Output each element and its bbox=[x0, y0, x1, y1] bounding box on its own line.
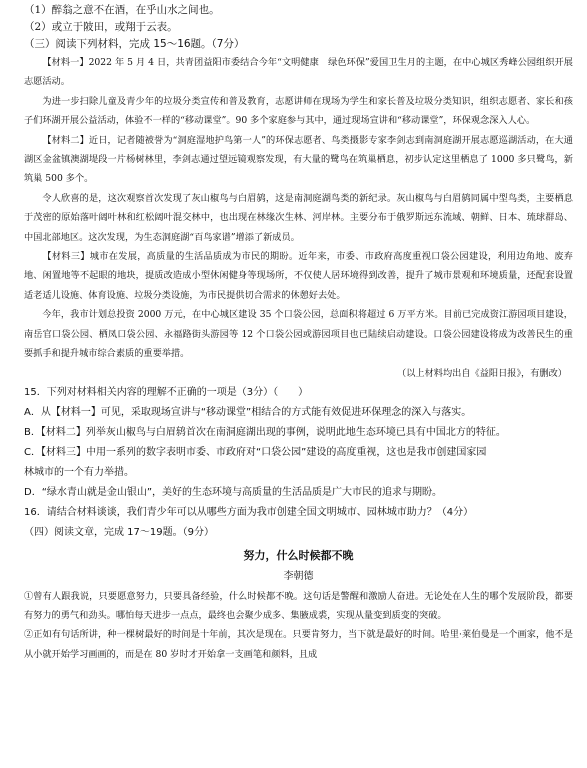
question-16: 16．请结合材料谈谈，我们青少年可以从哪些方面为我市创建全国文明城市、园林城市助力？（4分） bbox=[24, 506, 474, 518]
option-b: B．【材料二】列举灰山椒鸟与白眉鸫首次在南洞庭湖出现的事例，说明此地生态环境已具有中国北方的特征。 bbox=[24, 426, 506, 438]
material-1-cont: 为进一步扫除儿童及青少年的垃圾分类宣传和普及教育，志愿讲师在现场为学生和家长普及垃圾分类知识，组织志愿者、家长和孩子们环湖开展公益活动，体验不一样的“移动课堂”。90 多个家庭参与其中，通过现场宣讲和“移动课堂”，环保观念深入人心。 bbox=[24, 95, 573, 127]
option-c-cont: 林城市的一个有力举措。 bbox=[24, 466, 134, 478]
section-4-heading: （四）阅读文章，完成 17～19题。（9分） bbox=[24, 526, 214, 538]
question-15: 15．下列对材料相关内容的理解不正确的一项是（3分）（ ） bbox=[24, 386, 309, 398]
questions-block bbox=[24, 383, 573, 543]
material-1: 【材料一】2022 年 5 月 4 日，共青团益阳市委结合今年“文明健康 绿色环保”爱国卫生月的主题，在中心城区秀峰公园组织开展志愿活动。 bbox=[24, 57, 573, 88]
article-paragraph-1: ①曾有人跟我说，只要愿意努力，只要具备经验，什么时候都不晚。这句话是警醒和激励人奋进。无论处在人生的哪个发展阶段，都要有努力的勇气和劲头。哪怕每天进步一点点，最终也会聚少成多、集腋成裘，实现从量变到质变的突破。 bbox=[24, 590, 573, 621]
article-paragraph-2: ②正如有句话所讲，种一棵树最好的时间是十年前，其次是现在。只要肯努力，当下就是最好的时间。哈里·莱伯曼是一个画家，他不是从小就开始学习画画的，而是在 80 岁时才开始拿一支画笔和颜料，且成 bbox=[24, 629, 573, 660]
article-block bbox=[24, 545, 573, 665]
answer-line-1: （1）醉翁之意不在酒，在乎山水之间也。 bbox=[24, 4, 220, 16]
article-title: 努力，什么时候都不晚 bbox=[243, 548, 354, 562]
option-a: A．从【材料一】可见，采取现场宣讲与“移动课堂”相结合的方式能有效促进环保理念的深入与落实。 bbox=[24, 406, 472, 418]
material-2: 【材料二】近日，记者随被誉为“洞庭湿地护鸟第一人”的环保志愿者、鸟类摄影专家李剑志到南洞庭湖开展志愿巡湖活动，在大通湖区金盆镇澳湖堤段一片杨树林里，李剑志通过望远镜观察发现，有大量的鹭鸟在筑巢栖息，初步认定这里栖息了 1000 多只鹭鸟，新筑巢 500 多个。 bbox=[24, 134, 573, 185]
materials-block bbox=[24, 53, 573, 364]
source-note: （以上材料均出自《益阳日报》，有删改） bbox=[397, 367, 567, 379]
material-3: 【材料三】城市在发展，高质量的生活品质成为市民的期盼。近年来，市委、市政府高度重视口袋公园建设，利用边角地、废弃地、闲置地等不起眼的地块，提质改造成小型休闲健身等现场所，不仅使人居环境得到改善，提升了城市景观和环境质量，还配套设置适老适儿设施、体育设施、垃圾分类设施，为市民提供切合需求的休憩好去处。 bbox=[24, 251, 573, 301]
answer-line-2: （2）或立于陂田，或翔于云表。 bbox=[24, 21, 178, 33]
article-author: 李朝德 bbox=[283, 570, 314, 582]
option-d: D．“绿水青山就是金山银山”，美好的生态环境与高质量的生活品质是广大市民的追求与期盼。 bbox=[24, 486, 443, 498]
material-2-cont: 令人欣喜的是，这次观察首次发现了灰山椒鸟与白眉鸫，这是南洞庭湖鸟类的新纪录。灰山椒鸟与白眉鸫同属中型鸟类，主要栖息于茂密的原始落叶阔叶林和红松阔叶混交林中，也出现在林缘次生林、河岸林。主要分布于俄罗斯远东流域、朝鲜、日本、琉球群岛、中国北部地区。这次发现，为生态洞庭湖“百鸟家谱”增添了新成员。 bbox=[24, 192, 573, 243]
option-c: C．【材料三】中用一系列的数字表明市委、市政府对“口袋公园”建设的高度重视，这也是我市创建国家园 bbox=[24, 446, 487, 458]
material-3-cont: 今年，我市计划总投资 2000 万元，在中心城区建设 35 个口袋公园，总面积将超过 6 万平方米。目前已完成资江游园项目建设，南岳官口袋公园、栖凤口袋公园、永福路街头游园等 12 个口袋公园或游园项目也已陆续启动建设。口袋公园建设将成为改善民生的重要抓手和提升城市综合素质的重要举措。 bbox=[24, 309, 573, 360]
section-3-heading: （三）阅读下列材料，完成 15～16题。（7分） bbox=[24, 38, 245, 50]
